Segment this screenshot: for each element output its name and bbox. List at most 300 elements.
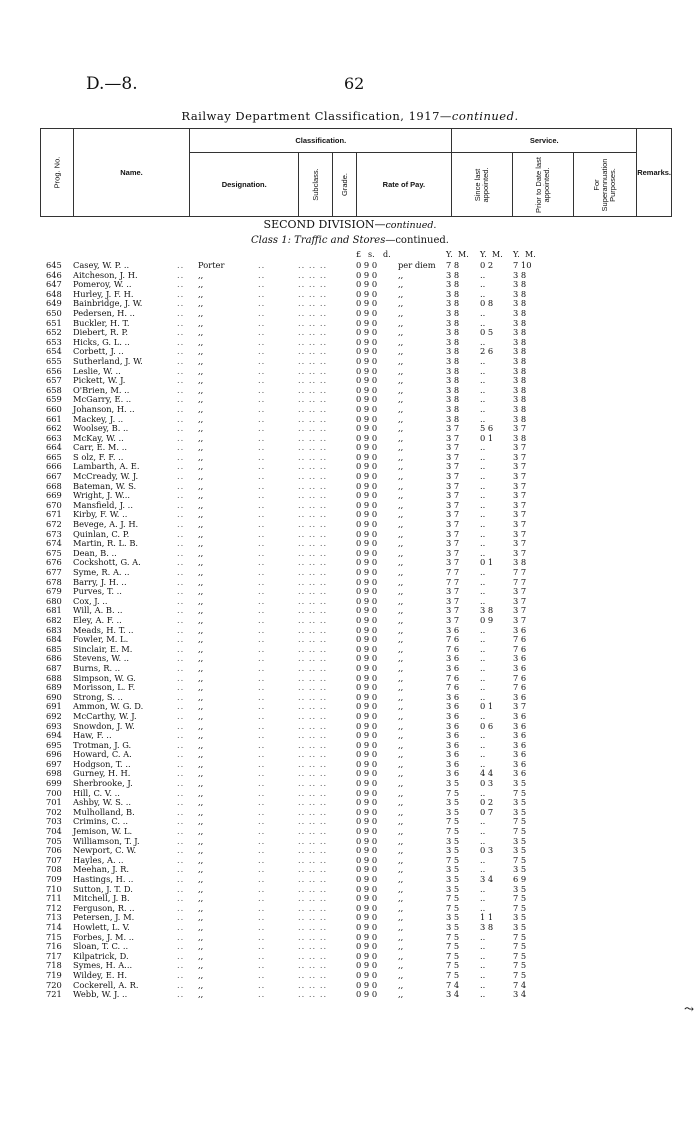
rate-of-pay: 0 9 0 [356,557,378,568]
rate-of-pay: 0 9 0 [356,874,378,884]
superannuation-service: 3 7 [513,701,527,712]
pay-period: ,, [398,835,404,846]
staff-name: Ammon, W. G. D. [73,701,144,712]
prog-no: 657 [46,375,62,386]
superannuation-service: 7 5 [513,826,527,837]
prior-service: .. [480,653,486,664]
pay-period: ,, [398,960,404,971]
leader-dots: .. [177,816,185,827]
rate-of-pay: 0 9 0 [356,528,378,539]
leader-dots: .. [258,806,266,817]
staff-name: Bevege, A. J. H. [73,519,139,530]
prog-no: 693 [46,720,62,731]
prior-service: .. [480,288,486,299]
prior-service: .. [480,634,486,645]
leader-dots: .. .. .. [298,864,328,875]
prog-no: 697 [46,758,62,769]
designation: ,, [198,394,204,405]
staff-name: Sinclair, E. M. [73,643,133,654]
rate-of-pay: 0 9 0 [356,912,378,923]
since-last-appointed: 3 8 [446,307,460,318]
leader-dots: .. .. .. [298,327,328,338]
leader-dots: .. [258,874,266,884]
leader-dots: .. .. .. [298,720,328,731]
prog-no: 679 [46,586,62,597]
leader-dots: .. [258,327,266,338]
leader-dots: .. .. .. [298,854,328,865]
prior-service: .. [480,730,486,741]
staff-name: Barry, J. H. .. [73,576,127,587]
leader-dots: .. .. .. [298,413,328,424]
designation: ,, [198,355,204,366]
rate-of-pay: 0 9 0 [356,413,378,424]
prior-service: 4 4 [480,768,494,779]
margin-mark: ⤳ [684,1002,695,1016]
prior-service: .. [480,749,486,760]
pay-period: ,, [398,672,404,683]
prog-no: 718 [46,960,62,971]
prior-service: .. [480,979,486,990]
staff-name: Will, A. B. .. [73,605,123,616]
leader-dots: .. .. .. [298,950,328,961]
rate-of-pay: 0 9 0 [356,509,378,520]
leader-dots: .. [177,461,185,472]
superannuation-service: 3 5 [513,864,527,875]
leader-dots: .. .. .. [298,989,328,1000]
rate-of-pay: 0 9 0 [356,576,378,587]
designation: ,, [198,758,204,769]
leader-dots: .. .. .. [298,528,328,539]
leader-dots: .. .. .. [298,346,328,357]
since-last-appointed: 7 8 [446,260,460,270]
since-last-appointed: 3 6 [446,739,460,750]
leader-dots: .. .. .. [298,787,328,798]
staff-name: Bainbridge, J. W. [73,298,143,309]
staff-name: Hurley, J. F. H. [73,288,134,299]
rate-of-pay: 0 9 0 [356,432,378,443]
leader-dots: .. .. .. [298,845,328,856]
leader-dots: .. .. .. [298,662,328,673]
staff-name: Petersen, J. M. [73,912,135,923]
prog-no: 670 [46,499,62,510]
designation: ,, [198,806,204,817]
prog-no: 721 [46,989,62,1000]
prior-service: 0 6 [480,720,494,731]
leader-dots: .. .. .. [298,672,328,683]
prior-service: .. [480,826,486,837]
staff-name: Kilpatrick, D. [73,950,129,961]
superannuation-service: 3 7 [513,423,527,434]
pay-period: ,, [398,355,404,366]
staff-name: Hayles, A. .. [73,854,124,865]
prior-service: .. [480,279,486,290]
staff-name: Mulholland, B. [73,806,135,817]
pay-period: ,, [398,307,404,318]
designation: ,, [198,854,204,865]
superannuation-service: 3 8 [513,403,527,414]
since-last-appointed: 7 6 [446,634,460,645]
superannuation-service: 7 5 [513,960,527,971]
leader-dots: .. [258,442,266,453]
staff-name: Newport, C. W. [73,845,137,856]
designation: ,, [198,307,204,318]
since-last-appointed: 3 6 [446,758,460,769]
designation: ,, [198,634,204,645]
leader-dots: .. [258,787,266,798]
designation: ,, [198,528,204,539]
since-last-appointed: 7 5 [446,816,460,827]
rate-of-pay: 0 9 0 [356,461,378,472]
rate-of-pay: 0 9 0 [356,806,378,817]
staff-name: Hicks, G. L. .. [73,336,130,347]
leader-dots: .. [258,672,266,683]
designation: ,, [198,701,204,712]
leader-dots: .. [258,778,266,789]
leader-dots: .. [258,614,266,625]
pay-period: ,, [398,394,404,405]
leader-dots: .. .. .. [298,260,328,270]
prog-no: 658 [46,384,62,395]
rate-of-pay: 0 9 0 [356,624,378,635]
staff-name: McCready, W. J. [73,471,139,482]
leader-dots: .. [258,298,266,309]
superannuation-service: 3 8 [513,327,527,338]
prog-no: 714 [46,921,62,932]
superannuation-service: 3 7 [513,461,527,472]
rate-of-pay: 0 9 0 [356,269,378,280]
prog-no: 667 [46,471,62,482]
leader-dots: .. [258,662,266,673]
leader-dots: .. [177,490,185,501]
designation: ,, [198,912,204,923]
rate-of-pay: 0 9 0 [356,883,378,894]
leader-dots: .. [258,643,266,654]
since-last-appointed: 3 8 [446,384,460,395]
designation: ,, [198,749,204,760]
staff-name: Stevens, W. .. [73,653,130,664]
superannuation-service: 3 6 [513,730,527,741]
prog-no: 692 [46,710,62,721]
prog-no: 700 [46,787,62,798]
staff-name: Mansfield, J. .. [73,499,133,510]
leader-dots: .. .. .. [298,653,328,664]
leader-dots: .. [177,519,185,530]
since-last-appointed: 3 8 [446,288,460,299]
leader-dots: .. .. .. [298,691,328,702]
leader-dots: .. .. .. [298,442,328,453]
since-last-appointed: 3 7 [446,471,460,482]
pay-period: ,, [398,490,404,501]
since-last-appointed: 7 6 [446,643,460,654]
leader-dots: .. .. .. [298,960,328,971]
prior-service: .. [480,461,486,472]
rate-of-pay: 0 9 0 [356,279,378,290]
staff-name: Purves, T. .. [73,586,122,597]
since-last-appointed: 7 5 [446,826,460,837]
pay-period: ,, [398,739,404,750]
leader-dots: .. [177,682,185,693]
pay-period: ,, [398,327,404,338]
staff-name: Syme, R. A. .. [73,567,130,577]
since-last-appointed: 3 7 [446,509,460,520]
leader-dots: .. .. .. [298,643,328,654]
prior-service: 0 2 [480,797,494,808]
prog-no: 645 [46,260,62,270]
leader-dots: .. [258,375,266,386]
superannuation-service: 3 6 [513,662,527,673]
leader-dots: .. [258,921,266,932]
staff-name: Meehan, J. R. [73,864,130,875]
header-rate-of-pay: Rate of Pay. [356,153,452,217]
pay-period: ,, [398,298,404,309]
rate-of-pay: 0 9 0 [356,902,378,913]
rate-of-pay: 0 9 0 [356,471,378,482]
prog-no: 671 [46,509,62,520]
designation: ,, [198,499,204,510]
leader-dots: .. [177,480,185,491]
leader-dots: .. .. .. [298,749,328,760]
superannuation-service: 3 6 [513,710,527,721]
designation: ,, [198,432,204,443]
leader-dots: .. .. .. [298,279,328,290]
staff-name: Sloan, T. C. .. [73,941,129,952]
designation: ,, [198,269,204,280]
header-classification: Classification. [190,129,452,153]
staff-name: S olz, F. F. .. [73,451,124,462]
pay-period: ,, [398,547,404,558]
prog-no: 686 [46,653,62,664]
pay-period: ,, [398,806,404,817]
rate-of-pay: 0 9 0 [356,423,378,434]
superannuation-service: 7 6 [513,672,527,683]
superannuation-service: 3 5 [513,912,527,923]
since-last-appointed: 3 6 [446,720,460,731]
rate-of-pay: 0 9 0 [356,375,378,386]
leader-dots: .. .. .. [298,797,328,808]
staff-name: Woolsey, B. .. [73,423,129,434]
since-last-appointed: 7 5 [446,931,460,942]
pay-period: ,, [398,480,404,491]
designation: ,, [198,941,204,952]
staff-name: O'Brien, M. .. [73,384,130,395]
staff-name: McKay, W. .. [73,432,124,443]
prog-no: 704 [46,826,62,837]
pay-period: ,, [398,921,404,932]
pay-period: ,, [398,509,404,520]
leader-dots: .. [177,768,185,779]
rate-of-pay: 0 9 0 [356,547,378,558]
since-last-appointed: 3 8 [446,269,460,280]
rate-of-pay: 0 9 0 [356,394,378,405]
leader-dots: .. .. .. [298,758,328,769]
since-last-appointed: 3 8 [446,403,460,414]
staff-name: Pickett, W. J. [73,375,126,386]
rate-of-pay: 0 9 0 [356,826,378,837]
prog-no: 674 [46,538,62,549]
designation: ,, [198,874,204,884]
leader-dots: .. .. .. [298,519,328,530]
leader-dots: .. [258,365,266,376]
rate-of-pay: 0 9 0 [356,691,378,702]
since-last-appointed: 7 5 [446,854,460,865]
superannuation-service: 3 5 [513,883,527,894]
pay-period: ,, [398,595,404,606]
pay-period: ,, [398,758,404,769]
leader-dots: .. .. .. [298,921,328,932]
superannuation-service: 3 8 [513,384,527,395]
pay-period: ,, [398,365,404,376]
leader-dots: .. [177,778,185,789]
superannuation-service: 3 7 [513,451,527,462]
leader-dots: .. [177,893,185,904]
prog-no: 678 [46,576,62,587]
since-last-appointed: 3 5 [446,874,460,884]
prog-no: 676 [46,557,62,568]
since-last-appointed: 7 5 [446,960,460,971]
rate-of-pay: 0 9 0 [356,288,378,299]
leader-dots: .. [258,960,266,971]
leader-dots: .. .. .. [298,538,328,549]
leader-dots: .. [177,797,185,808]
pay-period: ,, [398,557,404,568]
leader-dots: .. [177,509,185,520]
since-last-appointed: 3 5 [446,883,460,894]
pay-period: ,, [398,451,404,462]
designation: ,, [198,413,204,424]
designation: ,, [198,691,204,702]
pay-period: ,, [398,845,404,856]
leader-dots: .. .. .. [298,480,328,491]
superannuation-service: 7 7 [513,576,527,587]
staff-name: Gurney, H. H. [73,768,131,779]
since-last-appointed: 7 6 [446,682,460,693]
document-reference: D.—8. [86,74,138,94]
staff-name: Williamson, T. J. [73,835,140,846]
prior-service: .. [480,960,486,971]
staff-name: Simpson, W. G. [73,672,136,683]
prog-no: 715 [46,931,62,942]
leader-dots: .. .. .. [298,682,328,693]
header-service: Service. [452,129,637,153]
leader-dots: .. .. .. [298,874,328,884]
rate-of-pay: 0 9 0 [356,355,378,366]
unit-years-1: Y. [446,250,453,259]
leader-dots: .. [258,826,266,837]
superannuation-service: 7 6 [513,634,527,645]
superannuation-service: 3 7 [513,586,527,597]
designation: ,, [198,931,204,942]
leader-dots: .. [258,845,266,856]
superannuation-service: 3 5 [513,835,527,846]
column-header-table [40,128,672,217]
pay-period: ,, [398,605,404,616]
leader-dots: .. .. .. [298,471,328,482]
designation: ,, [198,969,204,980]
pay-period: ,, [398,384,404,395]
pay-period: ,, [398,471,404,482]
leader-dots: .. [177,883,185,894]
prior-service: 3 8 [480,605,494,616]
since-last-appointed: 3 5 [446,835,460,846]
superannuation-service: 7 5 [513,950,527,961]
section-continued: continued. [385,220,437,231]
rate-of-pay: 0 9 0 [356,749,378,760]
since-last-appointed: 7 5 [446,941,460,952]
superannuation-service: 3 7 [513,528,527,539]
leader-dots: .. .. .. [298,365,328,376]
pay-period: ,, [398,854,404,865]
rate-of-pay: 0 9 0 [356,538,378,549]
leader-dots: .. .. .. [298,336,328,347]
since-last-appointed: 7 5 [446,969,460,980]
pay-period: ,, [398,634,404,645]
leader-dots: .. .. .. [298,931,328,942]
designation: ,, [198,605,204,616]
unit-years-3: Y. [513,250,520,259]
leader-dots: .. [258,634,266,645]
prog-no: 708 [46,864,62,875]
leader-dots: .. .. .. [298,490,328,501]
leader-dots: .. .. .. [298,710,328,721]
since-last-appointed: 3 7 [446,451,460,462]
rate-of-pay: 0 9 0 [356,950,378,961]
leader-dots: .. [177,710,185,721]
staff-name: McCarthy, W. J. [73,710,137,721]
leader-dots: .. .. .. [298,384,328,395]
since-last-appointed: 3 5 [446,921,460,932]
pay-period: ,, [398,710,404,721]
since-last-appointed: 3 8 [446,394,460,405]
since-last-appointed: 3 8 [446,336,460,347]
superannuation-service: 3 6 [513,749,527,760]
prog-no: 661 [46,413,62,424]
prior-service: .. [480,893,486,904]
rate-of-pay: 0 9 0 [356,710,378,721]
staff-name: Webb, W. J. .. [73,989,128,1000]
designation: ,, [198,960,204,971]
leader-dots: .. [177,375,185,386]
pay-period: ,, [398,279,404,290]
since-last-appointed: 3 7 [446,432,460,443]
prior-service: 0 1 [480,557,494,568]
superannuation-service: 3 6 [513,691,527,702]
prior-service: .. [480,471,486,482]
pay-period: ,, [398,941,404,952]
leader-dots: .. [258,557,266,568]
leader-dots: .. [258,730,266,741]
rate-of-pay: 0 9 0 [356,778,378,789]
pay-period: ,, [398,730,404,741]
leader-dots: .. .. .. [298,816,328,827]
since-last-appointed: 3 7 [446,586,460,597]
prog-no: 702 [46,806,62,817]
prior-service: .. [480,355,486,366]
leader-dots: .. .. .. [298,394,328,405]
prior-service: .. [480,480,486,491]
prog-no: 713 [46,912,62,923]
leader-dots: .. [258,547,266,558]
since-last-appointed: 7 7 [446,567,460,577]
leader-dots: .. [177,672,185,683]
since-last-appointed: 7 6 [446,672,460,683]
leader-dots: .. [258,480,266,491]
leader-dots: .. [177,701,185,712]
staff-name: Cockshott, G. A. [73,557,141,568]
leader-dots: .. [258,989,266,1000]
prog-no: 656 [46,365,62,376]
leader-dots: .. [258,451,266,462]
leader-dots: .. .. .. [298,499,328,510]
